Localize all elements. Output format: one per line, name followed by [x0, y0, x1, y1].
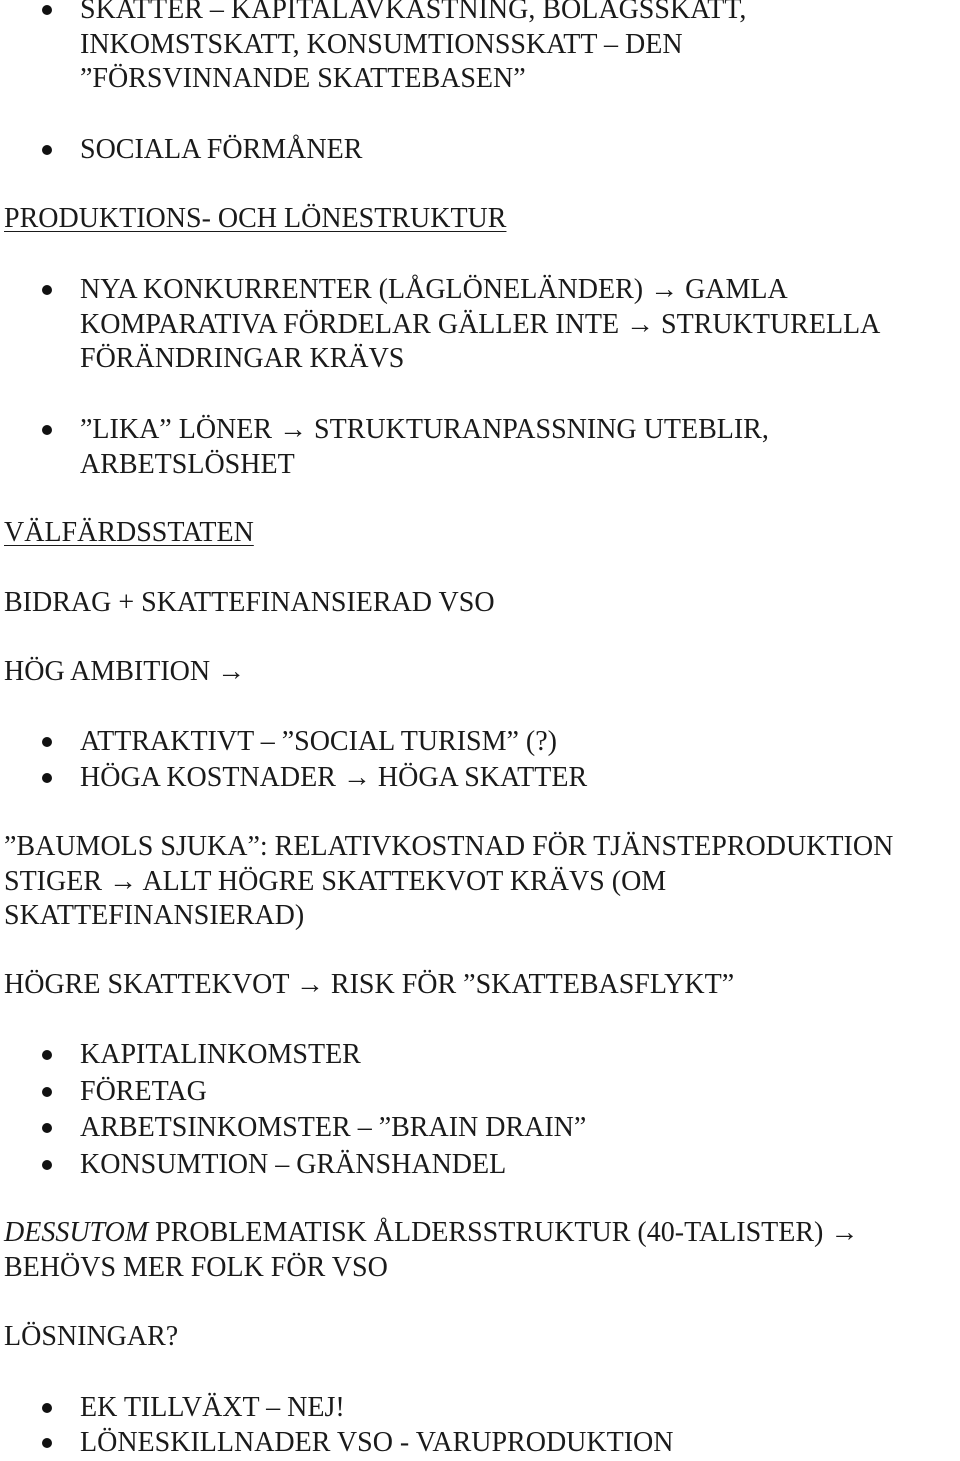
- section-heading-produktion: [4, 202, 960, 237]
- text-line: KOMPARATIVA FÖRDELAR GÄLLER INTE → STRUKTURELLA: [80, 308, 881, 340]
- text-line: INKOMSTSKATT, KONSUMTIONSSKATT – DEN: [80, 28, 683, 60]
- list-item-loneskill: [80, 1426, 958, 1461]
- paragraph-bidrag: [4, 586, 960, 621]
- text-line: NYA KONKURRENTER (LÅGLÖNELÄNDER) → GAMLA: [80, 274, 788, 305]
- bullet-icon: [42, 1087, 52, 1097]
- bullet-icon: [42, 737, 52, 747]
- text-line: FÖRÄNDRINGAR KRÄVS: [80, 343, 405, 374]
- list-item-attraktivt: [80, 725, 958, 760]
- text-line: ARBETSINKOMSTER – ”BRAIN DRAIN”: [80, 1112, 587, 1143]
- text-line: FÖRETAG: [80, 1076, 207, 1107]
- emphasis-text: DESSUTOM: [4, 1217, 149, 1248]
- text-line: [4, 1216, 960, 1251]
- text-line: HÖGRE SKATTEKVOT → RISK FÖR ”SKATTEBASFLYKT”: [4, 969, 735, 1000]
- text-line: BEHÖVS MER FOLK FÖR VSO: [4, 1251, 388, 1283]
- section-heading-valfard: [4, 516, 960, 551]
- text-line: LÖNESKILLNADER VSO - VARUPRODUKTION: [80, 1427, 674, 1458]
- heading-text: VÄLFÄRDSSTATEN: [4, 517, 254, 548]
- section-heading-losningar: [4, 1320, 960, 1355]
- text-line: SKATTEFINANSIERAD): [4, 900, 305, 931]
- bullet-icon: [42, 145, 52, 155]
- text-line: KAPITALINKOMSTER: [80, 1039, 361, 1070]
- bullet-icon: [42, 1403, 52, 1413]
- text-line: ATTRAKTIVT – ”SOCIAL TURISM” (?): [80, 726, 557, 757]
- bullet-icon: [42, 425, 52, 435]
- paragraph-dessutom: [4, 1216, 960, 1285]
- text-line: EK TILLVÄXT – NEJ!: [80, 1392, 345, 1423]
- bullet-icon: [42, 285, 52, 295]
- text-line: ”FÖRSVINNANDE SKATTEBASEN”: [80, 63, 526, 94]
- heading-text: LÖSNINGAR?: [4, 1321, 179, 1352]
- text-line: BIDRAG + SKATTEFINANSIERAD VSO: [4, 587, 495, 618]
- list-item-konkurrenter: [80, 273, 958, 377]
- text-line: KONSUMTION – GRÄNSHANDEL: [80, 1149, 507, 1180]
- list-item-foretag: [80, 1075, 958, 1110]
- text-line: STIGER → ALLT HÖGRE SKATTEKVOT KRÄVS (OM: [4, 865, 667, 897]
- list-item-kapital: [80, 1038, 958, 1073]
- list-item-skatter: [80, 0, 958, 97]
- text-line: SOCIALA FÖRMÅNER: [80, 134, 363, 165]
- list-item-konsumtion: [80, 1148, 958, 1183]
- text-line: HÖGA KOSTNADER → HÖGA SKATTER: [80, 762, 588, 793]
- text-line: ”BAUMOLS SJUKA”: RELATIVKOSTNAD FÖR TJÄNSTEPRODUKTION: [4, 831, 894, 862]
- bullet-icon: [42, 1160, 52, 1170]
- paragraph-baumol: [4, 830, 960, 934]
- paragraph-skattekvot: [4, 968, 960, 1003]
- list-item-tillvaxt: [80, 1391, 958, 1426]
- text-line: ”LIKA” LÖNER → STRUKTURANPASSNING UTEBLIR,: [80, 414, 769, 445]
- bullet-icon: [42, 5, 52, 15]
- paragraph-ambition: [4, 655, 960, 690]
- bullet-icon: [42, 1050, 52, 1060]
- bullet-icon: [42, 1438, 52, 1448]
- list-item-arbets: [80, 1111, 958, 1146]
- list-item-sociala: [80, 133, 958, 168]
- text-line: ARBETSLÖSHET: [80, 448, 295, 480]
- heading-text: PRODUKTIONS- OCH LÖNESTRUKTUR: [4, 203, 507, 234]
- text-line-rest: PROBLEMATISK ÅLDERSSTRUKTUR (40-TALISTER) →: [148, 1217, 859, 1248]
- list-item-lika: [80, 413, 958, 482]
- list-item-kostnader: [80, 761, 958, 796]
- bullet-icon: [42, 773, 52, 783]
- text-line: SKATTER – KAPITALAVKASTNING, BOLAGSSKATT,: [80, 0, 747, 25]
- bullet-icon: [42, 1123, 52, 1133]
- text-line: HÖG AMBITION →: [4, 656, 246, 687]
